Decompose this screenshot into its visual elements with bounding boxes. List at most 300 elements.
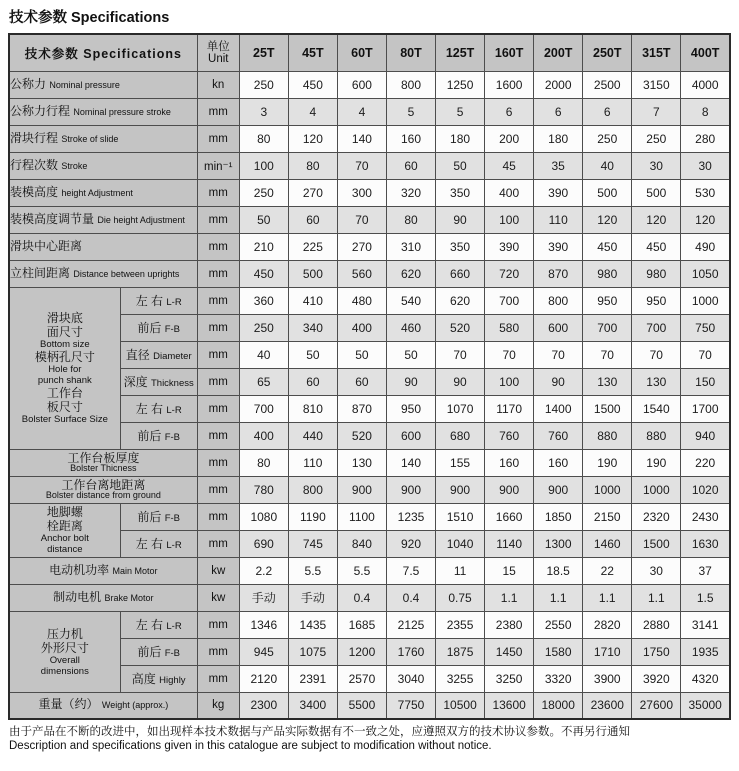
sub-label-en: L-R xyxy=(166,405,182,416)
value-cell: 1710 xyxy=(583,638,632,665)
model-column-header: 160T xyxy=(485,34,534,71)
row-label xyxy=(9,206,197,233)
group-label-zh: 板尺寸 xyxy=(46,400,83,414)
sub-label-en: L-R xyxy=(166,540,182,551)
value-cell: 2.2 xyxy=(239,557,288,584)
value-cell: 50 xyxy=(436,152,485,179)
value-cell: 1750 xyxy=(632,638,681,665)
value-cell: 3 xyxy=(239,98,288,125)
table-row xyxy=(9,98,730,125)
sub-label-en: Thickness xyxy=(150,378,194,389)
sub-label xyxy=(120,287,197,314)
value-cell: 390 xyxy=(485,233,534,260)
sub-label xyxy=(120,422,197,449)
value-cell: 1000 xyxy=(583,476,632,503)
value-cell: 1346 xyxy=(239,611,288,638)
value-cell: 530 xyxy=(681,179,730,206)
unit-cell: mm xyxy=(197,395,239,422)
value-cell: 100 xyxy=(485,206,534,233)
sub-label-zh: 前后 xyxy=(137,321,162,335)
value-cell: 160 xyxy=(534,449,583,476)
value-cell: 720 xyxy=(485,260,534,287)
value-cell: 680 xyxy=(436,422,485,449)
value-cell: 130 xyxy=(632,368,681,395)
value-cell: 180 xyxy=(534,125,583,152)
unit-cell: mm xyxy=(197,341,239,368)
value-cell: 390 xyxy=(534,179,583,206)
table-row xyxy=(9,260,730,287)
value-cell: 3255 xyxy=(436,665,485,692)
unit-cell: mm xyxy=(197,206,239,233)
row-label-en: Brake Motor xyxy=(104,592,154,603)
sub-label-en: L-R xyxy=(166,297,182,308)
value-cell: 5 xyxy=(386,98,435,125)
model-column-header: 200T xyxy=(534,34,583,71)
value-cell: 1540 xyxy=(632,395,681,422)
value-cell: 4000 xyxy=(681,71,730,98)
value-cell: 400 xyxy=(337,314,386,341)
value-cell: 800 xyxy=(386,71,435,98)
table-row xyxy=(9,206,730,233)
value-cell: 4 xyxy=(288,98,337,125)
value-cell: 2500 xyxy=(583,71,632,98)
row-label-zh: 公称力 xyxy=(10,76,47,91)
value-cell: 5.5 xyxy=(288,557,337,584)
table-row xyxy=(9,233,730,260)
value-cell: 7 xyxy=(632,98,681,125)
value-cell: 90 xyxy=(386,368,435,395)
value-cell: 70 xyxy=(534,341,583,368)
unit-cell: kn xyxy=(197,71,239,98)
value-cell: 2150 xyxy=(583,503,632,530)
value-cell: 660 xyxy=(436,260,485,287)
value-cell: 540 xyxy=(386,287,435,314)
value-cell: 70 xyxy=(485,341,534,368)
value-cell: 45 xyxy=(485,152,534,179)
group-label xyxy=(9,503,120,557)
unit-cell: mm xyxy=(197,611,239,638)
value-cell: 520 xyxy=(337,422,386,449)
value-cell: 7.5 xyxy=(386,557,435,584)
group-label-block xyxy=(10,386,120,425)
value-cell: 2120 xyxy=(239,665,288,692)
model-column-header: 25T xyxy=(239,34,288,71)
value-cell: 50 xyxy=(386,341,435,368)
group-label-zh: 工作台 xyxy=(46,386,83,400)
row-label-en: Main Motor xyxy=(112,565,158,576)
value-cell: 250 xyxy=(632,125,681,152)
value-cell: 0.4 xyxy=(337,584,386,611)
value-cell: 870 xyxy=(534,260,583,287)
value-cell: 70 xyxy=(337,152,386,179)
model-column-header: 250T xyxy=(583,34,632,71)
value-cell: 90 xyxy=(436,368,485,395)
value-cell: 1020 xyxy=(681,476,730,503)
value-cell: 3141 xyxy=(681,611,730,638)
value-cell: 870 xyxy=(337,395,386,422)
row-label xyxy=(9,449,197,476)
value-cell: 37 xyxy=(681,557,730,584)
row-label xyxy=(9,260,197,287)
value-cell: 140 xyxy=(386,449,435,476)
unit-cell: mm xyxy=(197,665,239,692)
unit-cell: kw xyxy=(197,584,239,611)
group-label xyxy=(9,287,120,449)
value-cell: 620 xyxy=(386,260,435,287)
value-cell: 1.5 xyxy=(681,584,730,611)
sub-label-zh: 左 右 xyxy=(135,618,164,632)
value-cell: 390 xyxy=(534,233,583,260)
value-cell: 700 xyxy=(239,395,288,422)
value-cell: 1140 xyxy=(485,530,534,557)
value-cell: 1100 xyxy=(337,503,386,530)
group-label-block xyxy=(10,627,120,677)
value-cell: 620 xyxy=(436,287,485,314)
value-cell: 27600 xyxy=(632,692,681,719)
value-cell: 2430 xyxy=(681,503,730,530)
value-cell: 2820 xyxy=(583,611,632,638)
value-cell: 200 xyxy=(485,125,534,152)
value-cell: 250 xyxy=(239,314,288,341)
sub-label xyxy=(120,341,197,368)
footnote-zh: 由于产品在不断的改进中，如出现样本技术数据与产品实际数据有不一致之处，应遵照双方的技术协议参数。不再另行通知 xyxy=(9,726,630,738)
group-label-zh: 外形尺寸 xyxy=(40,640,89,655)
value-cell: 60 xyxy=(386,152,435,179)
value-cell: 130 xyxy=(337,449,386,476)
value-cell: 840 xyxy=(337,530,386,557)
value-cell: 40 xyxy=(583,152,632,179)
group-label-en: dimensions xyxy=(40,665,89,677)
value-cell: 1600 xyxy=(485,71,534,98)
value-cell: 700 xyxy=(583,314,632,341)
sub-label xyxy=(120,368,197,395)
value-cell: 100 xyxy=(239,152,288,179)
value-cell: 410 xyxy=(288,287,337,314)
value-cell: 700 xyxy=(485,287,534,314)
value-cell: 1850 xyxy=(534,503,583,530)
group-label-block xyxy=(10,505,120,555)
value-cell: 300 xyxy=(337,179,386,206)
value-cell: 5.5 xyxy=(337,557,386,584)
value-cell: 80 xyxy=(239,125,288,152)
value-cell: 950 xyxy=(386,395,435,422)
value-cell: 310 xyxy=(386,233,435,260)
value-cell: 3900 xyxy=(583,665,632,692)
value-cell: 900 xyxy=(436,476,485,503)
row-label-zh: 立柱间距离 xyxy=(10,265,71,280)
value-cell: 60 xyxy=(288,206,337,233)
value-cell: 250 xyxy=(583,125,632,152)
value-cell: 1075 xyxy=(288,638,337,665)
value-cell: 1.1 xyxy=(534,584,583,611)
value-cell: 500 xyxy=(583,179,632,206)
value-cell: 810 xyxy=(288,395,337,422)
model-column-header: 315T xyxy=(632,34,681,71)
value-cell: 1460 xyxy=(583,530,632,557)
table-row xyxy=(9,179,730,206)
group-label-zh: 面尺寸 xyxy=(46,325,83,339)
value-cell: 65 xyxy=(239,368,288,395)
value-cell: 手动 xyxy=(239,584,288,611)
group-label-block xyxy=(10,311,120,350)
value-cell: 30 xyxy=(681,152,730,179)
unit-cell: mm xyxy=(197,368,239,395)
value-cell: 450 xyxy=(239,260,288,287)
value-cell: 360 xyxy=(239,287,288,314)
value-cell: 900 xyxy=(386,476,435,503)
table-row xyxy=(9,503,730,530)
unit-cell: mm xyxy=(197,638,239,665)
value-cell: 70 xyxy=(681,341,730,368)
value-cell: 1300 xyxy=(534,530,583,557)
value-cell: 30 xyxy=(632,152,681,179)
row-label-en: Nominal pressure stroke xyxy=(73,106,171,117)
value-cell: 2000 xyxy=(534,71,583,98)
value-cell: 3920 xyxy=(632,665,681,692)
value-cell: 60 xyxy=(288,368,337,395)
value-cell: 15 xyxy=(485,557,534,584)
row-label-zh: 电动机功率 xyxy=(49,562,110,577)
value-cell: 500 xyxy=(288,260,337,287)
value-cell: 30 xyxy=(632,557,681,584)
row-label-zh: 装模高度调节量 xyxy=(10,211,95,226)
value-cell: 3040 xyxy=(386,665,435,692)
row-label-en: Bolster Thicness xyxy=(70,463,137,473)
value-cell: 2391 xyxy=(288,665,337,692)
value-cell: 22 xyxy=(583,557,632,584)
value-cell: 920 xyxy=(386,530,435,557)
value-cell: 690 xyxy=(239,530,288,557)
row-label-zh: 工作台板厚度 xyxy=(67,451,140,465)
value-cell: 1.1 xyxy=(485,584,534,611)
sub-label-zh: 左 右 xyxy=(135,294,164,308)
value-cell: 800 xyxy=(288,476,337,503)
value-cell: 140 xyxy=(337,125,386,152)
value-cell: 760 xyxy=(534,422,583,449)
sub-label xyxy=(120,611,197,638)
value-cell: 3250 xyxy=(485,665,534,692)
value-cell: 350 xyxy=(436,179,485,206)
value-cell: 70 xyxy=(337,206,386,233)
sub-label xyxy=(120,395,197,422)
group-label-en: Hole for xyxy=(48,364,82,375)
value-cell: 320 xyxy=(386,179,435,206)
row-label-zh: 行程次数 xyxy=(10,157,59,172)
value-cell: 270 xyxy=(288,179,337,206)
sub-label-zh: 前后 xyxy=(137,510,162,524)
group-label-wrap xyxy=(10,627,120,677)
value-cell: 250 xyxy=(239,71,288,98)
value-cell: 70 xyxy=(436,341,485,368)
group-label-wrap xyxy=(10,311,120,425)
group-label-en: Bolster Surface Size xyxy=(21,414,108,425)
value-cell: 940 xyxy=(681,422,730,449)
model-column-header: 80T xyxy=(386,34,435,71)
value-cell: 1000 xyxy=(632,476,681,503)
value-cell: 2125 xyxy=(386,611,435,638)
row-label xyxy=(9,152,197,179)
param-header-en: Specifications xyxy=(83,46,182,61)
value-cell: 190 xyxy=(583,449,632,476)
value-cell: 700 xyxy=(632,314,681,341)
footnote xyxy=(9,725,731,753)
value-cell: 780 xyxy=(239,476,288,503)
sub-label-zh: 深度 xyxy=(123,375,148,389)
param-column-header xyxy=(9,34,197,71)
row-label-en: Die height Adjustment xyxy=(97,214,185,225)
value-cell: 120 xyxy=(632,206,681,233)
value-cell: 560 xyxy=(337,260,386,287)
model-column-header: 60T xyxy=(337,34,386,71)
value-cell: 1685 xyxy=(337,611,386,638)
unit-cell: mm xyxy=(197,530,239,557)
table-row xyxy=(9,287,730,314)
value-cell: 190 xyxy=(632,449,681,476)
value-cell: 1200 xyxy=(337,638,386,665)
table-row xyxy=(9,449,730,476)
value-cell: 350 xyxy=(436,233,485,260)
group-label-zh: 栓距离 xyxy=(46,519,83,533)
group-label-zh: 滑块底 xyxy=(46,311,83,325)
table-row xyxy=(9,557,730,584)
value-cell: 220 xyxy=(681,449,730,476)
group-label-block xyxy=(10,350,120,386)
value-cell: 155 xyxy=(436,449,485,476)
value-cell: 1500 xyxy=(583,395,632,422)
value-cell: 1875 xyxy=(436,638,485,665)
unit-cell: mm xyxy=(197,503,239,530)
value-cell: 10500 xyxy=(436,692,485,719)
sub-label xyxy=(120,665,197,692)
value-cell: 880 xyxy=(632,422,681,449)
value-cell: 50 xyxy=(288,341,337,368)
value-cell: 100 xyxy=(485,368,534,395)
sub-label xyxy=(120,638,197,665)
row-label-zh: 装模高度 xyxy=(10,184,59,199)
page-title-en: Specifications xyxy=(71,10,170,26)
row-label xyxy=(9,125,197,152)
value-cell: 520 xyxy=(436,314,485,341)
value-cell: 1510 xyxy=(436,503,485,530)
value-cell: 1235 xyxy=(386,503,435,530)
value-cell: 90 xyxy=(534,368,583,395)
value-cell: 80 xyxy=(288,152,337,179)
value-cell: 1170 xyxy=(485,395,534,422)
row-label-zh: 工作台离地距离 xyxy=(61,478,146,492)
value-cell: 35000 xyxy=(681,692,730,719)
value-cell: 2880 xyxy=(632,611,681,638)
page-title xyxy=(9,6,731,27)
value-cell: 1190 xyxy=(288,503,337,530)
unit-cell: mm xyxy=(197,287,239,314)
value-cell: 2300 xyxy=(239,692,288,719)
value-cell: 880 xyxy=(583,422,632,449)
value-cell: 2550 xyxy=(534,611,583,638)
row-label-zh: 公称力行程 xyxy=(10,103,71,118)
value-cell: 980 xyxy=(583,260,632,287)
value-cell: 1040 xyxy=(436,530,485,557)
value-cell: 1000 xyxy=(681,287,730,314)
table-row xyxy=(9,611,730,638)
value-cell: 900 xyxy=(337,476,386,503)
unit-cell: mm xyxy=(197,314,239,341)
value-cell: 210 xyxy=(239,233,288,260)
row-label-en: Stroke of slide xyxy=(61,133,119,144)
sub-label xyxy=(120,530,197,557)
sub-label-zh: 直径 xyxy=(125,348,150,362)
value-cell: 460 xyxy=(386,314,435,341)
value-cell: 120 xyxy=(681,206,730,233)
value-cell: 2320 xyxy=(632,503,681,530)
value-cell: 160 xyxy=(386,125,435,152)
model-column-header: 400T xyxy=(681,34,730,71)
sub-label-en: Diameter xyxy=(153,351,192,362)
value-cell: 750 xyxy=(681,314,730,341)
unit-column-header xyxy=(197,34,239,71)
table-row xyxy=(9,476,730,503)
value-cell: 150 xyxy=(681,368,730,395)
table-row xyxy=(9,692,730,719)
group-label-en: Bottom size xyxy=(40,339,90,350)
value-cell: 2380 xyxy=(485,611,534,638)
value-cell: 600 xyxy=(337,71,386,98)
group-label-en: distance xyxy=(47,544,83,555)
sub-label xyxy=(120,503,197,530)
group-label-en: Overall xyxy=(49,654,80,666)
unit-cell: min⁻¹ xyxy=(197,152,239,179)
value-cell: 450 xyxy=(288,71,337,98)
group-label xyxy=(9,611,120,692)
value-cell: 1580 xyxy=(534,638,583,665)
group-label-zh: 压力机 xyxy=(46,626,83,641)
value-cell: 手动 xyxy=(288,584,337,611)
sub-label-zh: 左 右 xyxy=(135,537,164,551)
value-cell: 4 xyxy=(337,98,386,125)
value-cell: 80 xyxy=(239,449,288,476)
footnote-en: Description and specifications given in this catalogue are subject to modification without notice. xyxy=(9,740,492,752)
value-cell: 50 xyxy=(337,341,386,368)
value-cell: 110 xyxy=(288,449,337,476)
value-cell: 1435 xyxy=(288,611,337,638)
group-label-en: Anchor bolt xyxy=(40,533,89,544)
sub-label-en: F-B xyxy=(164,432,181,443)
value-cell: 1050 xyxy=(681,260,730,287)
value-cell: 80 xyxy=(386,206,435,233)
row-label-zh: 滑块中心距离 xyxy=(10,239,83,253)
value-cell: 760 xyxy=(485,422,534,449)
unit-cell: mm xyxy=(197,179,239,206)
sub-label-en: Highly xyxy=(159,675,186,686)
sub-label-en: F-B xyxy=(164,513,181,524)
value-cell: 6 xyxy=(485,98,534,125)
value-cell: 70 xyxy=(583,341,632,368)
value-cell: 120 xyxy=(288,125,337,152)
table-row xyxy=(9,152,730,179)
param-header-zh: 技术参数 xyxy=(24,46,79,61)
row-label-en: Weight (approx.) xyxy=(101,700,169,711)
unit-cell: mm xyxy=(197,260,239,287)
row-label xyxy=(9,71,197,98)
sub-label-en: F-B xyxy=(164,648,181,659)
value-cell: 1700 xyxy=(681,395,730,422)
value-cell: 1935 xyxy=(681,638,730,665)
sub-label-en: L-R xyxy=(166,621,182,632)
row-label xyxy=(9,233,197,260)
value-cell: 580 xyxy=(485,314,534,341)
value-cell: 1630 xyxy=(681,530,730,557)
value-cell: 1080 xyxy=(239,503,288,530)
sub-label-zh: 前后 xyxy=(137,645,162,659)
